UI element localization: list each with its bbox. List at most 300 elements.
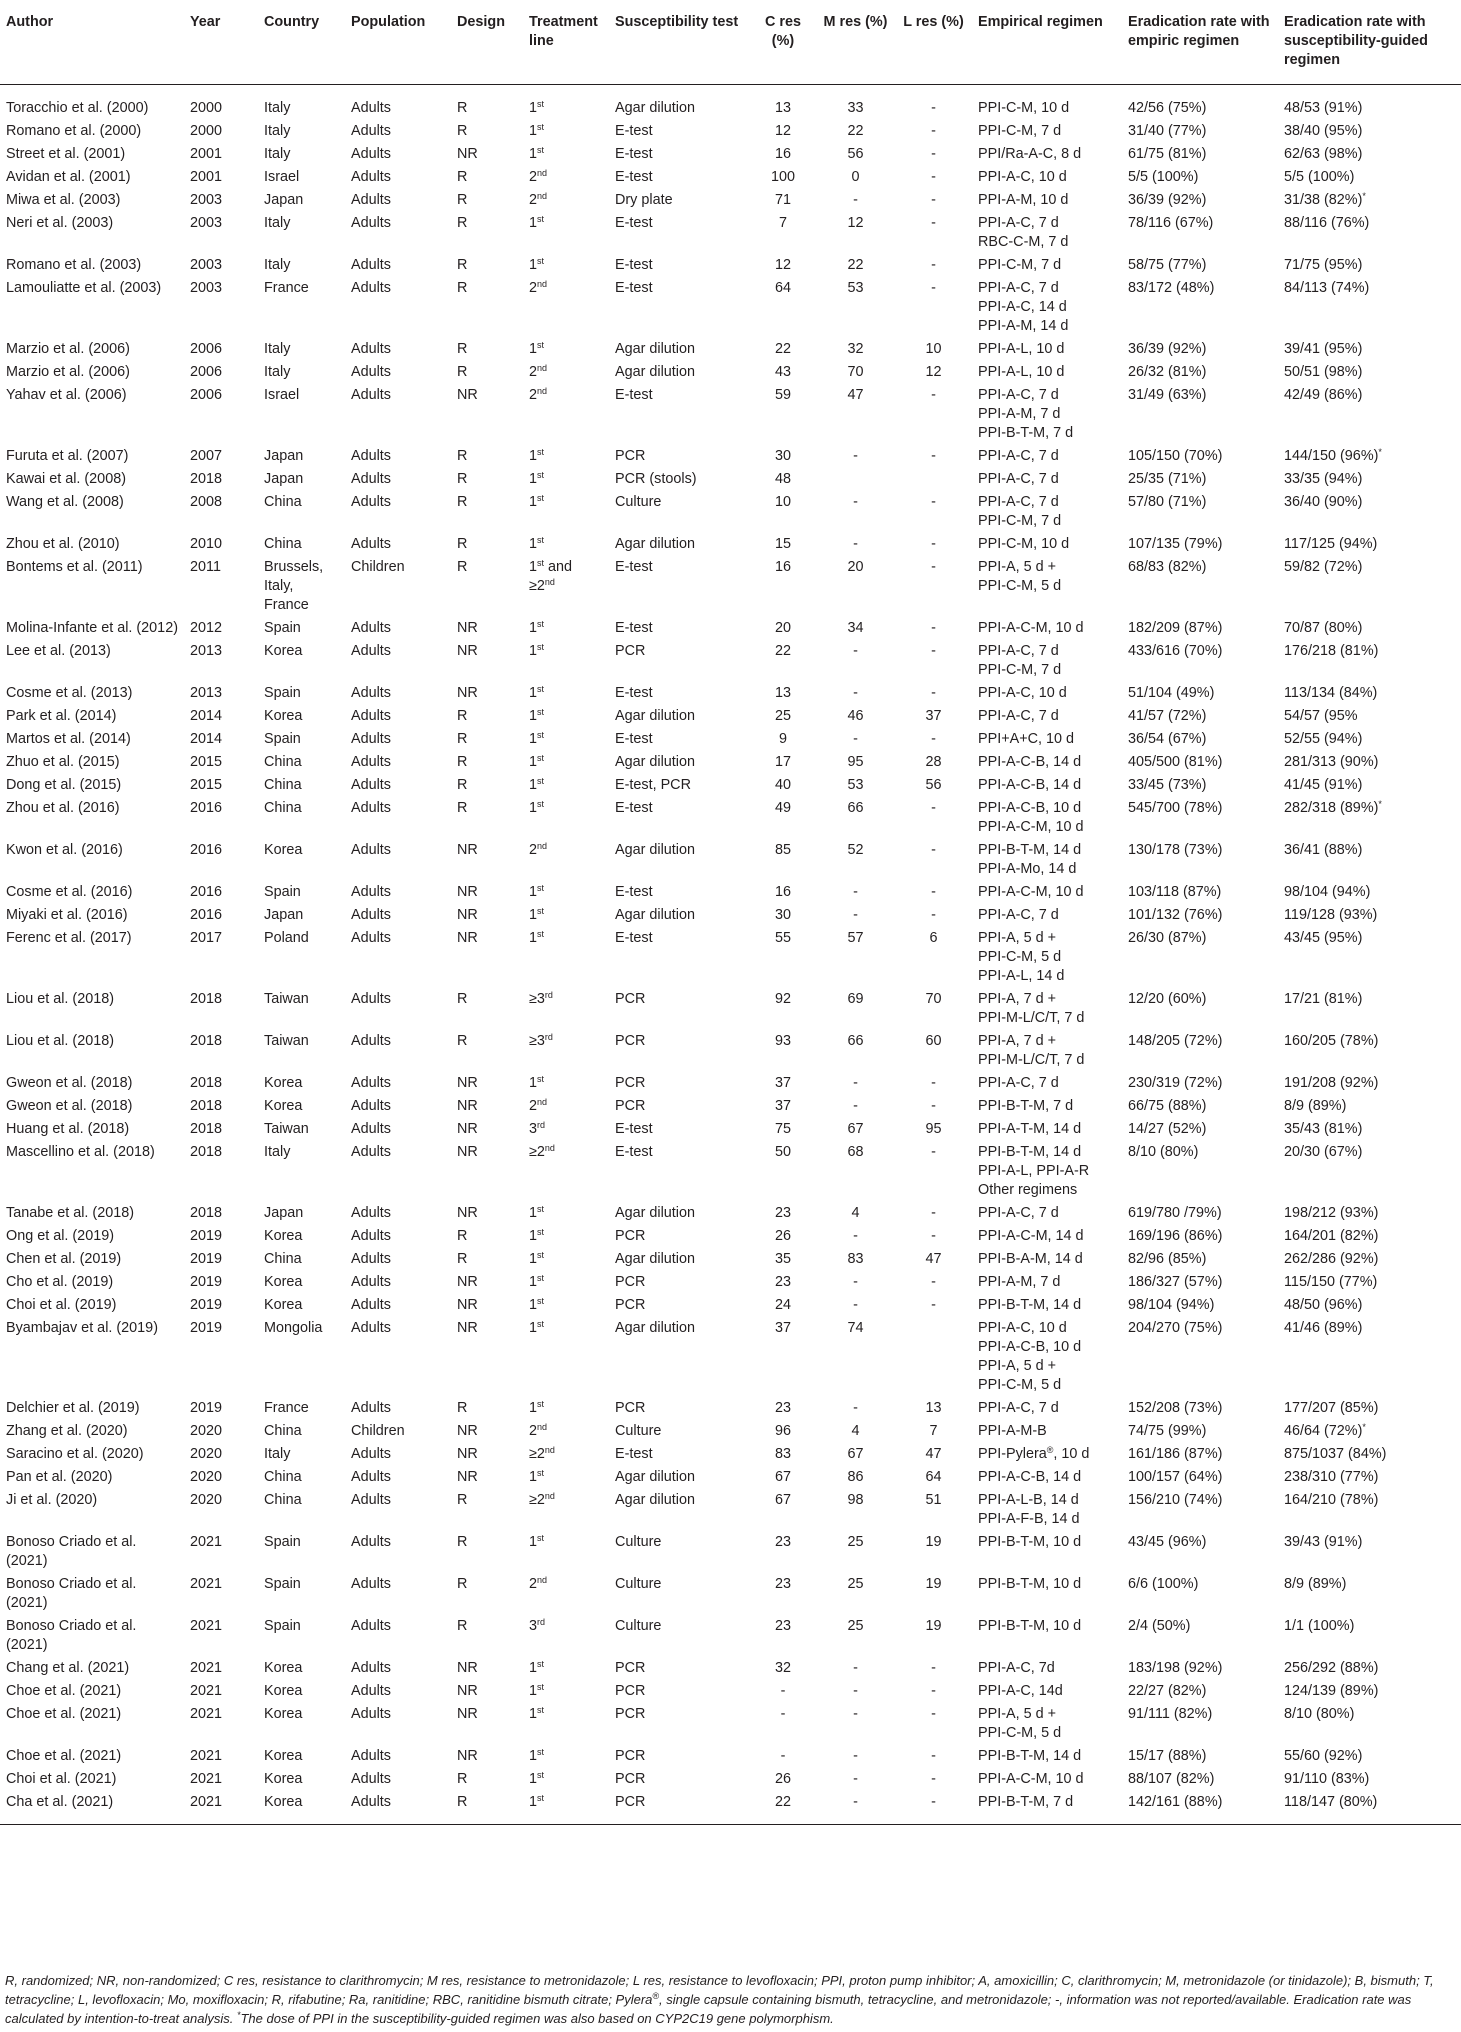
cell-l-res: 28 bbox=[925, 754, 942, 770]
header-country: Country bbox=[264, 14, 320, 30]
cell-country: Korea bbox=[264, 1794, 303, 1810]
table-row bbox=[0, 1248, 1461, 1271]
cell-population: Adults bbox=[351, 1274, 391, 1290]
cell-year: 2020 bbox=[190, 1469, 223, 1485]
cell-treatment-line: 2nd bbox=[529, 363, 548, 380]
table-row bbox=[0, 361, 1461, 384]
cell-design: NR bbox=[457, 1297, 478, 1313]
cell-m-res: - bbox=[853, 536, 858, 552]
table-row bbox=[0, 254, 1461, 277]
cell-treatment-line: 1st bbox=[529, 1296, 545, 1313]
cell-empirical-regimen: PPI-B-T-M, 7 d bbox=[978, 1098, 1074, 1114]
cell-treatment-line: 1st bbox=[529, 1747, 545, 1764]
cell-c-res: 22 bbox=[774, 341, 791, 357]
cell-year: 2020 bbox=[190, 1446, 223, 1462]
cell-author: Liou et al. (2018) bbox=[6, 1033, 115, 1049]
cell-year: 2017 bbox=[190, 930, 223, 946]
cell-eradication-empiric: 36/39 (92%) bbox=[1128, 192, 1207, 208]
cell-eradication-empiric: 100/157 (64%) bbox=[1128, 1469, 1223, 1485]
cell-treatment-line: 1st bbox=[529, 1250, 545, 1267]
cell-year: 2018 bbox=[190, 1098, 223, 1114]
cell-year: 2021 bbox=[190, 1576, 223, 1592]
cell-author: Byambajav et al. (2019) bbox=[6, 1320, 158, 1336]
cell-author: Kwon et al. (2016) bbox=[6, 842, 123, 858]
cell-susceptibility-test: PCR bbox=[615, 1683, 646, 1699]
cell-l-res: 12 bbox=[925, 364, 942, 380]
header-author: Author bbox=[6, 14, 54, 30]
cell-eradication-guided: 144/150 (96%)* bbox=[1284, 447, 1382, 464]
cell-design: NR bbox=[457, 1748, 478, 1764]
table-row bbox=[0, 1615, 1461, 1657]
cell-eradication-empiric: 161/186 (87%) bbox=[1128, 1446, 1223, 1462]
cell-year: 2003 bbox=[190, 280, 223, 296]
cell-design: R bbox=[457, 754, 468, 770]
cell-susceptibility-test: Agar dilution bbox=[615, 1320, 695, 1336]
cell-author: Kawai et al. (2008) bbox=[6, 471, 126, 487]
cell-eradication-guided: 17/21 (81%) bbox=[1284, 991, 1363, 1007]
cell-susceptibility-test: E-test bbox=[615, 800, 653, 816]
cell-population: Adults bbox=[351, 341, 391, 357]
table-row bbox=[0, 927, 1461, 988]
cell-l-res: 37 bbox=[925, 708, 942, 724]
cell-susceptibility-test: PCR bbox=[615, 1228, 646, 1244]
cell-susceptibility-test: E-test bbox=[615, 146, 653, 162]
cell-design: R bbox=[457, 280, 468, 296]
cell-population: Adults bbox=[351, 1320, 391, 1336]
cell-empirical-regimen: PPI-A-C, 10 d bbox=[978, 169, 1067, 185]
cell-c-res: - bbox=[780, 1683, 786, 1699]
cell-treatment-line: 2nd bbox=[529, 1097, 548, 1114]
cell-empirical-regimen: PPI-A-C, 7 d bbox=[978, 471, 1059, 487]
cell-author: Ong et al. (2019) bbox=[6, 1228, 114, 1244]
cell-year: 2006 bbox=[190, 387, 223, 403]
cell-eradication-guided: 48/50 (96%) bbox=[1284, 1297, 1363, 1313]
cell-year: 2018 bbox=[190, 471, 223, 487]
cell-empirical-regimen: PPI-A, 7 d + PPI-M-L/C/T, 7 d bbox=[978, 991, 1085, 1026]
cell-c-res: 17 bbox=[774, 754, 791, 770]
cell-eradication-empiric: 101/132 (76%) bbox=[1128, 907, 1223, 923]
cell-eradication-guided: 43/45 (95%) bbox=[1284, 930, 1363, 946]
cell-m-res: 57 bbox=[847, 930, 864, 946]
cell-country: Japan bbox=[264, 471, 304, 487]
cell-author: Lamouliatte et al. (2003) bbox=[6, 280, 162, 296]
cell-eradication-empiric: 36/39 (92%) bbox=[1128, 341, 1207, 357]
cell-design: NR bbox=[457, 1144, 478, 1160]
cell-eradication-guided: 875/1037 (84%) bbox=[1284, 1446, 1387, 1462]
cell-population: Adults bbox=[351, 146, 391, 162]
cell-eradication-empiric: 186/327 (57%) bbox=[1128, 1274, 1223, 1290]
cell-author: Miyaki et al. (2016) bbox=[6, 907, 128, 923]
cell-susceptibility-test: Culture bbox=[615, 1534, 662, 1550]
cell-m-res: - bbox=[853, 1660, 858, 1676]
table-row bbox=[0, 1095, 1461, 1118]
cell-author: Marzio et al. (2006) bbox=[6, 341, 130, 357]
cell-eradication-empiric: 14/27 (52%) bbox=[1128, 1121, 1207, 1137]
cell-susceptibility-test: PCR bbox=[615, 1033, 646, 1049]
cell-author: Romano et al. (2003) bbox=[6, 257, 142, 273]
table-row bbox=[0, 1072, 1461, 1095]
cell-m-res: - bbox=[853, 884, 858, 900]
cell-m-res: 12 bbox=[847, 215, 864, 231]
cell-treatment-line: 2nd bbox=[529, 191, 548, 208]
cell-treatment-line: 1st bbox=[529, 99, 545, 116]
cell-population: Adults bbox=[351, 1228, 391, 1244]
cell-susceptibility-test: E-test bbox=[615, 280, 653, 296]
cell-eradication-guided: 48/53 (91%) bbox=[1284, 100, 1363, 116]
cell-eradication-empiric: 98/104 (94%) bbox=[1128, 1297, 1215, 1313]
cell-eradication-empiric: 78/116 (67%) bbox=[1128, 215, 1214, 231]
cell-m-res: - bbox=[853, 1228, 858, 1244]
cell-c-res: 93 bbox=[774, 1033, 791, 1049]
cell-design: R bbox=[457, 800, 468, 816]
cell-eradication-guided: 117/125 (94%) bbox=[1284, 536, 1378, 552]
cell-empirical-regimen: PPI-A, 5 d + PPI-C-M, 5 d PPI-A-L, 14 d bbox=[978, 930, 1065, 984]
cell-treatment-line: 1st bbox=[529, 535, 545, 552]
cell-m-res: - bbox=[853, 192, 858, 208]
cell-eradication-guided: 36/40 (90%) bbox=[1284, 494, 1363, 510]
header-population: Population bbox=[351, 14, 426, 30]
cell-empirical-regimen: PPI-B-T-M, 14 d bbox=[978, 1748, 1082, 1764]
cell-susceptibility-test: Agar dilution bbox=[615, 1492, 695, 1508]
table-row bbox=[0, 640, 1461, 682]
cell-country: China bbox=[264, 777, 302, 793]
cell-design: R bbox=[457, 1033, 468, 1049]
cell-empirical-regimen: PPI-B-T-M, 14 d bbox=[978, 1297, 1082, 1313]
cell-country: Italy bbox=[264, 1144, 291, 1160]
table-row bbox=[0, 797, 1461, 839]
cell-eradication-guided: 281/313 (90%) bbox=[1284, 754, 1379, 770]
cell-eradication-empiric: 152/208 (73%) bbox=[1128, 1400, 1223, 1416]
cell-eradication-empiric: 26/30 (87%) bbox=[1128, 930, 1207, 946]
cell-m-res: 22 bbox=[847, 123, 864, 139]
cell-susceptibility-test: E-test bbox=[615, 1144, 653, 1160]
cell-l-res: - bbox=[931, 842, 936, 858]
cell-population: Adults bbox=[351, 364, 391, 380]
cell-treatment-line: 1st bbox=[529, 447, 545, 464]
cell-susceptibility-test: Agar dilution bbox=[615, 907, 695, 923]
cell-eradication-empiric: 91/111 (82%) bbox=[1128, 1706, 1213, 1722]
cell-design: NR bbox=[457, 1320, 478, 1336]
cell-eradication-guided: 282/318 (89%)* bbox=[1284, 799, 1382, 816]
cell-empirical-regimen: PPI-B-T-M, 14 d PPI-A-L, PPI-A-R Other regimens bbox=[978, 1144, 1090, 1198]
cell-treatment-line: 1st bbox=[529, 1399, 545, 1416]
cell-design: R bbox=[457, 448, 468, 464]
cell-author: Neri et al. (2003) bbox=[6, 215, 114, 231]
cell-c-res: 23 bbox=[774, 1534, 791, 1550]
cell-empirical-regimen: PPI-A-L-B, 14 d PPI-A-F-B, 14 d bbox=[978, 1492, 1080, 1527]
cell-design: NR bbox=[457, 146, 478, 162]
cell-design: R bbox=[457, 536, 468, 552]
cell-design: NR bbox=[457, 1446, 478, 1462]
cell-l-res: - bbox=[931, 448, 936, 464]
cell-population: Adults bbox=[351, 1144, 391, 1160]
cell-country: Korea bbox=[264, 1771, 303, 1787]
cell-year: 2021 bbox=[190, 1660, 223, 1676]
cell-treatment-line: 1st bbox=[529, 1319, 545, 1336]
cell-l-res: 51 bbox=[925, 1492, 942, 1508]
cell-c-res: 37 bbox=[774, 1320, 791, 1336]
cell-year: 2018 bbox=[190, 1121, 223, 1137]
cell-country: China bbox=[264, 1251, 302, 1267]
cell-eradication-empiric: 6/6 (100%) bbox=[1128, 1576, 1199, 1592]
cell-eradication-empiric: 169/196 (86%) bbox=[1128, 1228, 1223, 1244]
table-row bbox=[0, 556, 1461, 617]
table-row bbox=[0, 1768, 1461, 1791]
cell-country: Korea bbox=[264, 643, 303, 659]
cell-author: Saracino et al. (2020) bbox=[6, 1446, 144, 1462]
cell-l-res: - bbox=[931, 559, 936, 575]
cell-year: 2019 bbox=[190, 1251, 223, 1267]
cell-author: Dong et al. (2015) bbox=[6, 777, 122, 793]
cell-empirical-regimen: PPI-A, 7 d + PPI-M-L/C/T, 7 d bbox=[978, 1033, 1085, 1068]
header-year: Year bbox=[190, 14, 221, 30]
cell-susceptibility-test: Agar dilution bbox=[615, 708, 695, 724]
cell-c-res: - bbox=[780, 1706, 786, 1722]
cell-c-res: 16 bbox=[774, 559, 791, 575]
cell-country: Italy bbox=[264, 364, 291, 380]
cell-l-res: - bbox=[931, 1144, 936, 1160]
table-row bbox=[0, 1791, 1461, 1825]
cell-author: Choi et al. (2019) bbox=[6, 1297, 117, 1313]
cell-eradication-guided: 71/75 (95%) bbox=[1284, 257, 1363, 273]
table-row bbox=[0, 1466, 1461, 1489]
cell-design: NR bbox=[457, 1660, 478, 1676]
cell-l-res: 64 bbox=[925, 1469, 942, 1485]
cell-c-res: 23 bbox=[774, 1576, 791, 1592]
cell-country: Korea bbox=[264, 1297, 303, 1313]
cell-treatment-line: ≥3rd bbox=[529, 1032, 553, 1049]
cell-m-res: 98 bbox=[847, 1492, 864, 1508]
cell-treatment-line: 3rd bbox=[529, 1120, 546, 1137]
cell-eradication-empiric: 74/75 (99%) bbox=[1128, 1423, 1207, 1439]
cell-m-res: 83 bbox=[847, 1251, 864, 1267]
cell-country: Japan bbox=[264, 1205, 304, 1221]
cell-design: R bbox=[457, 100, 468, 116]
cell-c-res: 83 bbox=[774, 1446, 791, 1462]
cell-treatment-line: 1st bbox=[529, 929, 545, 946]
table-row bbox=[0, 1397, 1461, 1420]
cell-country: France bbox=[264, 1400, 309, 1416]
cell-country: Italy bbox=[264, 146, 291, 162]
cell-population: Adults bbox=[351, 1748, 391, 1764]
cell-year: 2006 bbox=[190, 364, 223, 380]
cell-year: 2021 bbox=[190, 1748, 223, 1764]
cell-empirical-regimen: PPI-C-M, 10 d bbox=[978, 100, 1070, 116]
table-footnote: R, randomized; NR, non-randomized; C res, resistance to clarithromycin; M res, resistance to metronidazole; L res, resistance to levofloxacin; PPI, proton pump inhibitor; A, amoxicillin; C, clarithromycin; M, metronidazole (or tinidazole); B, bismuth; T, tetracycline; L, levofloxacin; Mo, moxifloxacin; R, rifabutine; Ra, ranitidine; RBC, ranitidine bismuth citrate; Pylera®, single capsule containing bismuth, tetracycline, and metronidazole; -, information was not reported/available. Eradication rate was calculated by intention-to-treat analysis. *The dose of PPI in the susceptibility-guided regimen was also based on CYP2C19 gene polymorphism. bbox=[5, 1973, 1434, 2026]
cell-susceptibility-test: Agar dilution bbox=[615, 754, 695, 770]
cell-eradication-empiric: 57/80 (71%) bbox=[1128, 494, 1207, 510]
table-row bbox=[0, 1703, 1461, 1745]
cell-empirical-regimen: PPI-A-C, 7 d PPI-A-C, 14 d PPI-A-M, 14 d bbox=[978, 280, 1069, 334]
cell-population: Adults bbox=[351, 1297, 391, 1313]
cell-susceptibility-test: E-test bbox=[615, 620, 653, 636]
cell-treatment-line: 2nd bbox=[529, 1575, 548, 1592]
cell-population: Adults bbox=[351, 1534, 391, 1550]
cell-l-res: - bbox=[931, 1274, 936, 1290]
cell-year: 2021 bbox=[190, 1618, 223, 1634]
cell-design: NR bbox=[457, 1683, 478, 1699]
cell-population: Adults bbox=[351, 215, 391, 231]
table-row bbox=[0, 1657, 1461, 1680]
cell-m-res: - bbox=[853, 643, 858, 659]
cell-eradication-empiric: 105/150 (70%) bbox=[1128, 448, 1223, 464]
cell-susceptibility-test: Culture bbox=[615, 1576, 662, 1592]
header-empirical-regimen: Empirical regimen bbox=[978, 14, 1103, 30]
cell-treatment-line: 1st bbox=[529, 470, 545, 487]
cell-population: Adults bbox=[351, 448, 391, 464]
cell-eradication-guided: 191/208 (92%) bbox=[1284, 1075, 1379, 1091]
cell-population: Adults bbox=[351, 471, 391, 487]
cell-eradication-guided: 91/110 (83%) bbox=[1284, 1771, 1370, 1787]
cell-eradication-empiric: 156/210 (74%) bbox=[1128, 1492, 1223, 1508]
cell-susceptibility-test: E-test bbox=[615, 123, 653, 139]
cell-eradication-guided: 62/63 (98%) bbox=[1284, 146, 1363, 162]
cell-population: Adults bbox=[351, 1683, 391, 1699]
cell-empirical-regimen: PPI-A-C-M, 10 d bbox=[978, 620, 1084, 636]
table-row bbox=[0, 166, 1461, 189]
cell-year: 2013 bbox=[190, 685, 223, 701]
cell-author: Ferenc et al. (2017) bbox=[6, 930, 132, 946]
cell-country: Israel bbox=[264, 169, 300, 185]
cell-country: Korea bbox=[264, 1660, 303, 1676]
cell-empirical-regimen: PPI-A-L, 10 d bbox=[978, 364, 1065, 380]
table-row bbox=[0, 143, 1461, 166]
cell-empirical-regimen: PPI-C-M, 10 d bbox=[978, 536, 1070, 552]
cell-eradication-empiric: 61/75 (81%) bbox=[1128, 146, 1207, 162]
cell-population: Adults bbox=[351, 731, 391, 747]
cell-population: Adults bbox=[351, 991, 391, 1007]
cell-eradication-empiric: 41/57 (72%) bbox=[1128, 708, 1207, 724]
cell-treatment-line: 1st bbox=[529, 1770, 545, 1787]
cell-empirical-regimen: PPI-A-C, 10 d bbox=[978, 685, 1067, 701]
cell-design: R bbox=[457, 341, 468, 357]
cell-empirical-regimen: PPI-C-M, 7 d bbox=[978, 123, 1062, 139]
cell-year: 2019 bbox=[190, 1274, 223, 1290]
cell-design: R bbox=[457, 1576, 468, 1592]
cell-design: R bbox=[457, 1228, 468, 1244]
cell-m-res: - bbox=[853, 1706, 858, 1722]
cell-author: Furuta et al. (2007) bbox=[6, 448, 129, 464]
cell-m-res: 33 bbox=[847, 100, 864, 116]
cell-m-res: - bbox=[853, 1683, 858, 1699]
cell-eradication-guided: 164/210 (78%) bbox=[1284, 1492, 1379, 1508]
cell-eradication-empiric: 58/75 (77%) bbox=[1128, 257, 1207, 273]
cell-susceptibility-test: PCR bbox=[615, 1660, 646, 1676]
cell-susceptibility-test: E-test bbox=[615, 387, 653, 403]
cell-eradication-guided: 70/87 (80%) bbox=[1284, 620, 1363, 636]
cell-m-res: - bbox=[853, 1400, 858, 1416]
cell-year: 2019 bbox=[190, 1228, 223, 1244]
cell-year: 2003 bbox=[190, 215, 223, 231]
cell-country: Japan bbox=[264, 192, 304, 208]
cell-treatment-line: 1st bbox=[529, 1682, 545, 1699]
cell-susceptibility-test: PCR bbox=[615, 1771, 646, 1787]
cell-author: Chen et al. (2019) bbox=[6, 1251, 122, 1267]
cell-country: Taiwan bbox=[264, 1121, 309, 1137]
cell-author: Yahav et al. (2006) bbox=[6, 387, 127, 403]
cell-susceptibility-test: E-test bbox=[615, 1446, 653, 1462]
cell-population: Adults bbox=[351, 280, 391, 296]
cell-treatment-line: 1st bbox=[529, 619, 545, 636]
header-eradication-guided: Eradication rate with susceptibility-guided regimen bbox=[1284, 14, 1428, 68]
cell-eradication-empiric: 83/172 (48%) bbox=[1128, 280, 1215, 296]
table-row bbox=[0, 1202, 1461, 1225]
cell-l-res: - bbox=[931, 1771, 936, 1787]
cell-m-res: 25 bbox=[847, 1534, 864, 1550]
cell-design: R bbox=[457, 708, 468, 724]
cell-eradication-guided: 59/82 (72%) bbox=[1284, 559, 1363, 575]
cell-treatment-line: ≥2nd bbox=[529, 1445, 555, 1462]
cell-population: Adults bbox=[351, 1706, 391, 1722]
cell-m-res: 0 bbox=[851, 169, 860, 185]
cell-author: Cha et al. (2021) bbox=[6, 1794, 114, 1810]
cell-susceptibility-test: Agar dilution bbox=[615, 364, 695, 380]
cell-eradication-guided: 52/55 (94%) bbox=[1284, 731, 1363, 747]
cell-susceptibility-test: PCR bbox=[615, 991, 646, 1007]
cell-c-res: 22 bbox=[774, 643, 791, 659]
cell-design: NR bbox=[457, 884, 478, 900]
cell-author: Choe et al. (2021) bbox=[6, 1706, 122, 1722]
cell-design: R bbox=[457, 257, 468, 273]
cell-author: Choe et al. (2021) bbox=[6, 1683, 122, 1699]
header-treatment-line: Treatment line bbox=[529, 14, 598, 49]
cell-country: Spain bbox=[264, 884, 301, 900]
cell-population: Adults bbox=[351, 1794, 391, 1810]
cell-population: Adults bbox=[351, 1121, 391, 1137]
cell-author: Gweon et al. (2018) bbox=[6, 1098, 133, 1114]
cell-author: Zhou et al. (2016) bbox=[6, 800, 120, 816]
cell-empirical-regimen: PPI-A-C-B, 10 d PPI-A-C-M, 10 d bbox=[978, 800, 1084, 835]
cell-author: Marzio et al. (2006) bbox=[6, 364, 130, 380]
cell-l-res: 47 bbox=[925, 1251, 942, 1267]
cell-design: NR bbox=[457, 930, 478, 946]
cell-design: NR bbox=[457, 1205, 478, 1221]
cell-design: R bbox=[457, 1251, 468, 1267]
cell-treatment-line: 1st bbox=[529, 883, 545, 900]
cell-c-res: 85 bbox=[774, 842, 791, 858]
cell-c-res: 55 bbox=[774, 930, 791, 946]
cell-m-res: - bbox=[853, 1748, 858, 1764]
cell-c-res: 67 bbox=[774, 1469, 791, 1485]
cell-year: 2003 bbox=[190, 257, 223, 273]
cell-population: Adults bbox=[351, 123, 391, 139]
cell-l-res: 6 bbox=[929, 930, 938, 946]
cell-year: 2001 bbox=[190, 169, 223, 185]
cell-susceptibility-test: E-test, PCR bbox=[615, 777, 691, 793]
cell-country: Italy bbox=[264, 1446, 291, 1462]
header-design: Design bbox=[457, 14, 505, 30]
header-l-res: L res (%) bbox=[903, 14, 964, 30]
cell-treatment-line: 1st bbox=[529, 214, 545, 231]
table-row bbox=[0, 617, 1461, 640]
cell-c-res: 64 bbox=[774, 280, 791, 296]
cell-year: 2015 bbox=[190, 777, 223, 793]
cell-year: 2019 bbox=[190, 1400, 223, 1416]
cell-author: Zhuo et al. (2015) bbox=[6, 754, 120, 770]
header-eradication-empiric: Eradication rate with empiric regimen bbox=[1128, 14, 1270, 49]
table-row bbox=[0, 1294, 1461, 1317]
table-row bbox=[0, 682, 1461, 705]
cell-country: Korea bbox=[264, 1098, 303, 1114]
cell-year: 2016 bbox=[190, 884, 223, 900]
header-m-res: M res (%) bbox=[823, 14, 888, 30]
cell-empirical-regimen: PPI-A-C, 7 d bbox=[978, 708, 1059, 724]
cell-empirical-regimen: PPI-A-M, 7 d bbox=[978, 1274, 1061, 1290]
cell-design: R bbox=[457, 123, 468, 139]
table-row bbox=[0, 728, 1461, 751]
cell-m-res: 69 bbox=[847, 991, 864, 1007]
cell-c-res: 35 bbox=[774, 1251, 791, 1267]
